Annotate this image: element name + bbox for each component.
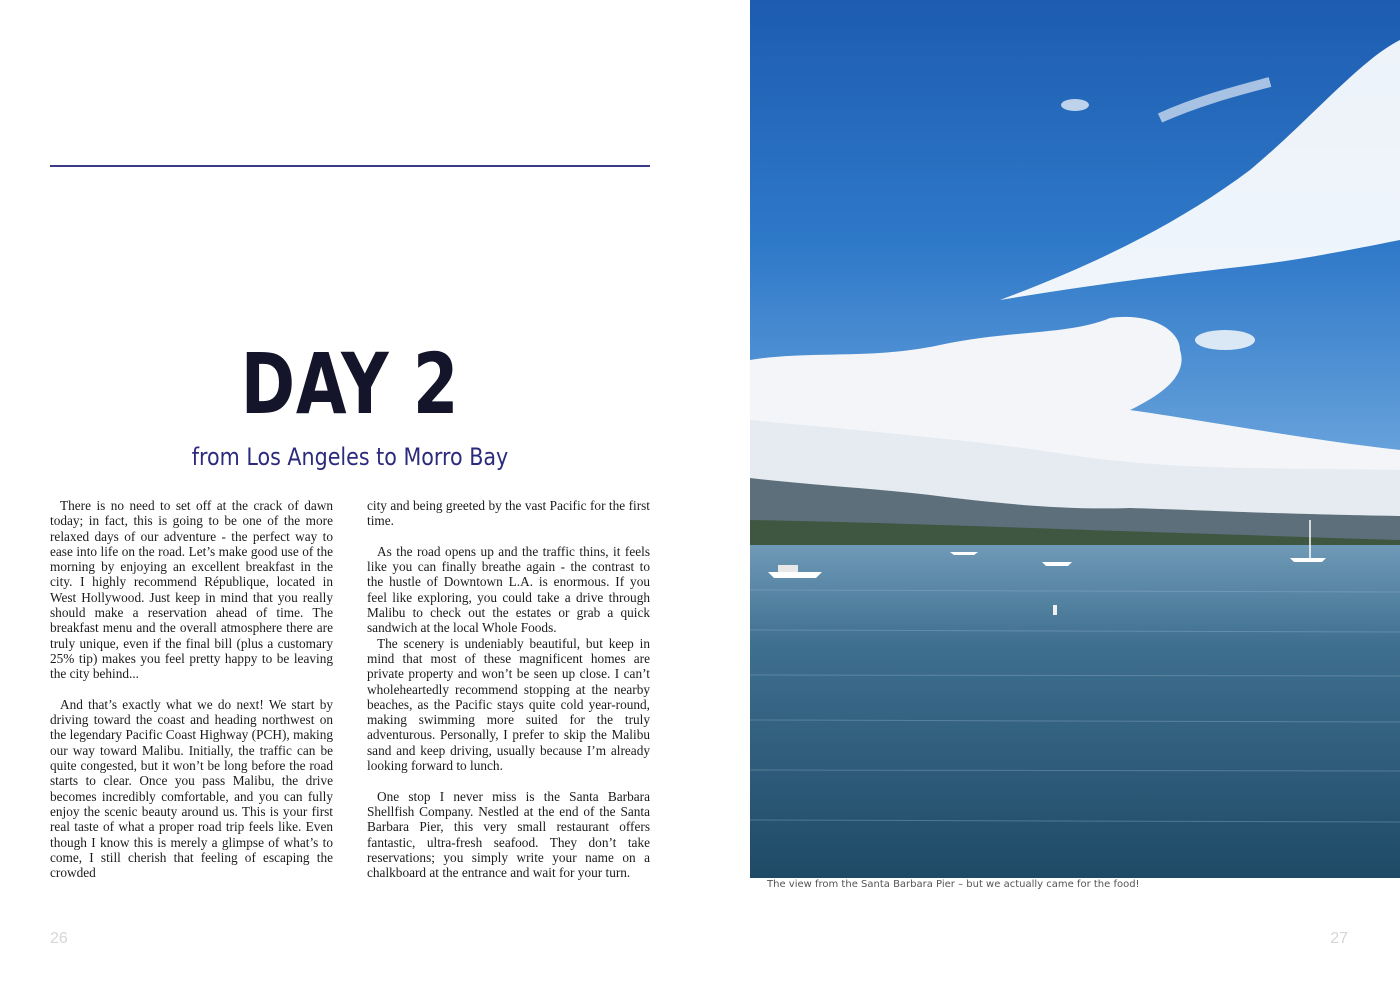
text-column-left	[50, 498, 333, 880]
day-title: DAY 2	[240, 335, 460, 433]
header-rule	[50, 165, 650, 167]
page-number-left: 26	[50, 930, 68, 947]
paragraph: city and being greeted by the vast Pacific for the first time.	[367, 498, 650, 529]
day-subtitle: from Los Angeles to Morro Bay	[191, 443, 509, 471]
paragraph: There is no need to set off at the crack of dawn today; in fact, this is going to be one of the more relaxed days of our adventure - the perfect way to ease into life on the road. Let’s make good use of the morning by enjoying an excellent breakfast in the city. I highly recommend République, located in West Hollywood. Just keep in mind that you really should make a reservation ahead of time. The breakfast menu and the overall atmosphere there are truly unique, even if the final bill (plus a customary 25% tip) makes you feel pretty happy to be leaving the city behind...	[50, 498, 333, 682]
paragraph: As the road opens up and the traffic thins, it feels like you can finally breathe again - the contrast to the hustle of Downtown L.A. is enormous. If you feel like exploring, you could take a drive through Malibu to check out the estates or grab a quick sandwich at the local Whole Foods.	[367, 543, 650, 636]
text-column-right	[367, 498, 650, 880]
photo-caption: The view from the Santa Barbara Pier – but we actually came for the food!	[767, 879, 1140, 890]
paragraph: One stop I never miss is the Santa Barbara Shellfish Company. Nestled at the end of the Santa Barbara Pier, this very small restaurant offers fantastic, ultra-fresh seafood. They don’t take reservations; you simply write your name on a chalkboard at the entrance and wait for your turn.	[367, 788, 650, 881]
paragraph: And that’s exactly what we do next! We start by driving toward the coast and heading northwest on the legendary Pacific Coast Highway (PCH), making our way toward Malibu. Initially, the traffic can be quite congested, but it won’t be long before the road starts to clear. Once you pass Malibu, the drive becomes incredibly comfortable, and you can fully enjoy the scenic beauty around us. This is your first real taste of what a proper road trip feels like. Even though I know this is merely a glimpse of what’s to come, I still cherish that feeling of escaping the crowded	[50, 696, 333, 881]
santa-barbara-pier-photo	[750, 0, 1400, 878]
right-page	[700, 0, 1400, 990]
page-number-right: 27	[1330, 930, 1348, 947]
paragraph: The scenery is undeniably beautiful, but keep in mind that most of these magnificent homes are private property and won’t be seen up close. I can’t wholeheartedly recommend stopping at the nearby beaches, as the Pacific stays quite cold year-round, making swimming more suited for the truly adventurous. Personally, I prefer to skip the Malibu sand and keep driving, usually because I’m already looking forward to lunch.	[367, 635, 650, 774]
